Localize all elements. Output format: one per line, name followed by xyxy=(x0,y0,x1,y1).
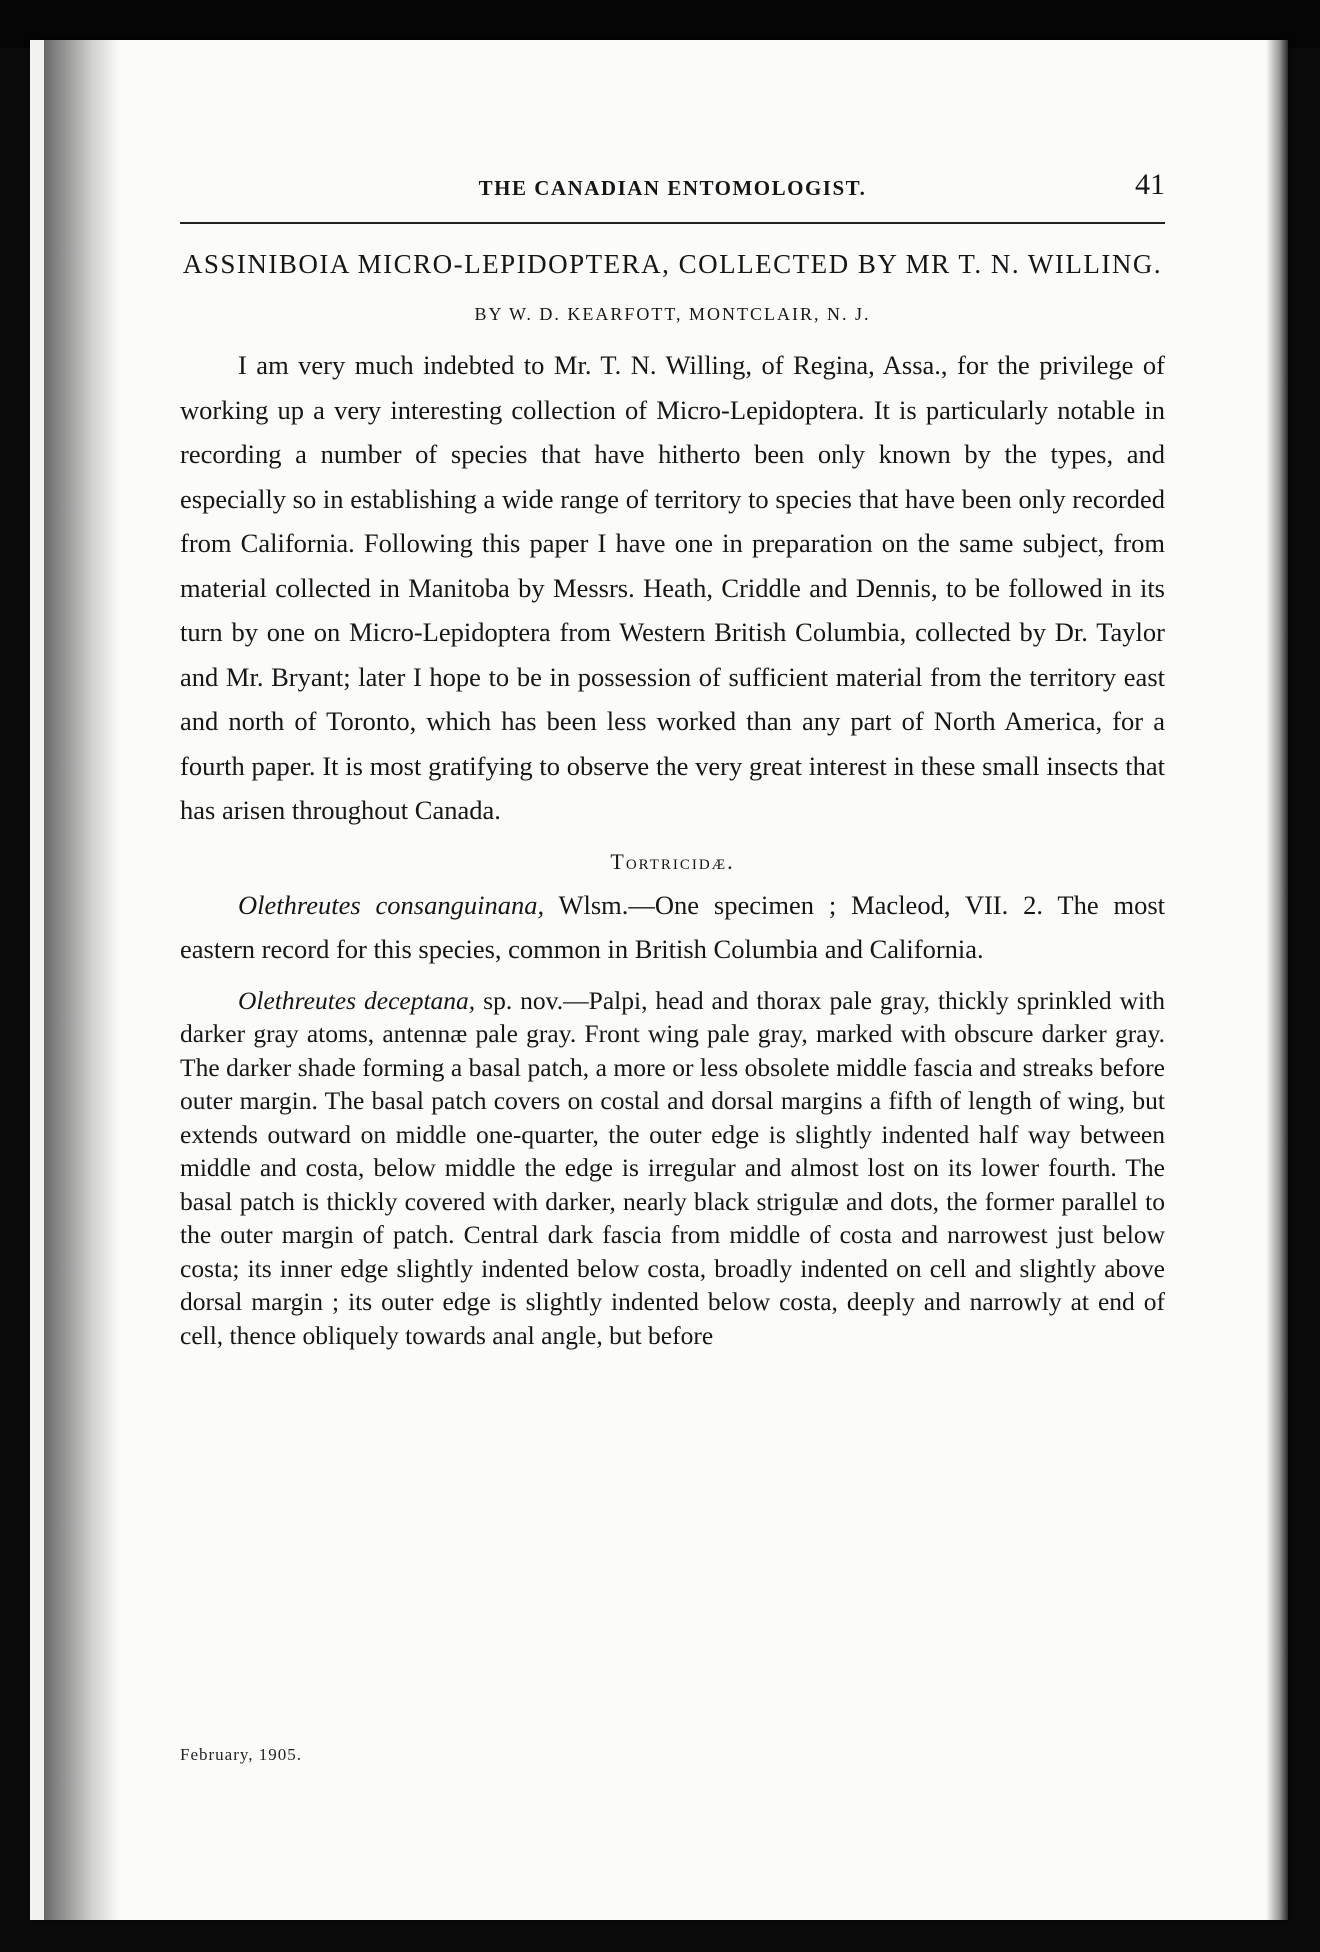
species-name: Olethreutes deceptana, xyxy=(238,985,476,1015)
species-entry-consanguinana xyxy=(180,883,1165,972)
running-head xyxy=(180,160,1165,216)
species-description: sp. nov.—Palpi, head and thorax pale gray, thickly sprinkled with darker gray atoms, antennæ pale gray. Front wing pale gray, marked with obscure darker gray. The darker shade forming a basal patch, a more or less obsolete middle fascia and streaks before outer margin. The basal patch covers on costal and dorsal margins a fifth of length of wing, but extends outward on middle one-quarter, the outer edge is slightly indented half way between middle and costa, below middle the edge is irregular and almost lost on its lower fourth. The basal patch is thickly covered with darker, nearly black strigulæ and dots, the former parallel to the outer margin of patch. Central dark fascia from middle of costa and narrowest just below costa; its inner edge slightly indented below costa, broadly indented on cell and slightly above dorsal margin ; its outer edge is slightly indented below costa, deeply and narrowly at end of cell, thence obliquely towards anal angle, but before xyxy=(180,985,1165,1350)
header-rule xyxy=(180,222,1165,224)
species-entry-deceptana xyxy=(180,984,1165,1353)
page-fold-edge xyxy=(30,40,44,1920)
page-number: 41 xyxy=(1135,168,1165,201)
article-title: ASSINIBOIA MICRO-LEPIDOPTERA, COLLECTED BY MR T. N. WILLING. xyxy=(182,249,1163,279)
page-content xyxy=(180,160,1165,1352)
journal-title: THE CANADIAN ENTOMOLOGIST. xyxy=(478,176,867,200)
species-description: Wlsm.—One specimen ; Macleod, VII. 2. The most eastern record for this species, common in British Columbia and California. xyxy=(180,889,1166,964)
intro-paragraph: I am very much indebted to Mr. T. N. Willing, of Regina, Assa., for the privilege of working up a very interesting collection of Micro-Lepidoptera. It is particularly notable in recording a number of species that have hitherto been only known by the types, and especially so in establishing a wide range of territory to species that have been only recorded from California. Following this paper I have one in preparation on the same subject, from material collected in Manitoba by Messrs. Heath, Criddle and Dennis, to be followed in its turn by one on Micro-Lepidoptera from Western British Columbia, collected by Dr. Taylor and Mr. Bryant; later I hope to be in possession of sufficient material from the territory east and north of Toronto, which has been less worked than any part of North America, for a fourth paper. It is most gratifying to observe the very great interest in these small insects that has arisen throughout Canada. xyxy=(180,350,1165,825)
article-byline: BY W. D. KEARFOTT, MONTCLAIR, N. J. xyxy=(474,304,871,324)
issue-date: February, 1905. xyxy=(180,1745,303,1764)
section-heading: Tortricidæ. xyxy=(610,848,735,874)
page-right-edge xyxy=(1266,40,1288,1920)
species-name: Olethreutes consanguinana, xyxy=(238,889,545,920)
